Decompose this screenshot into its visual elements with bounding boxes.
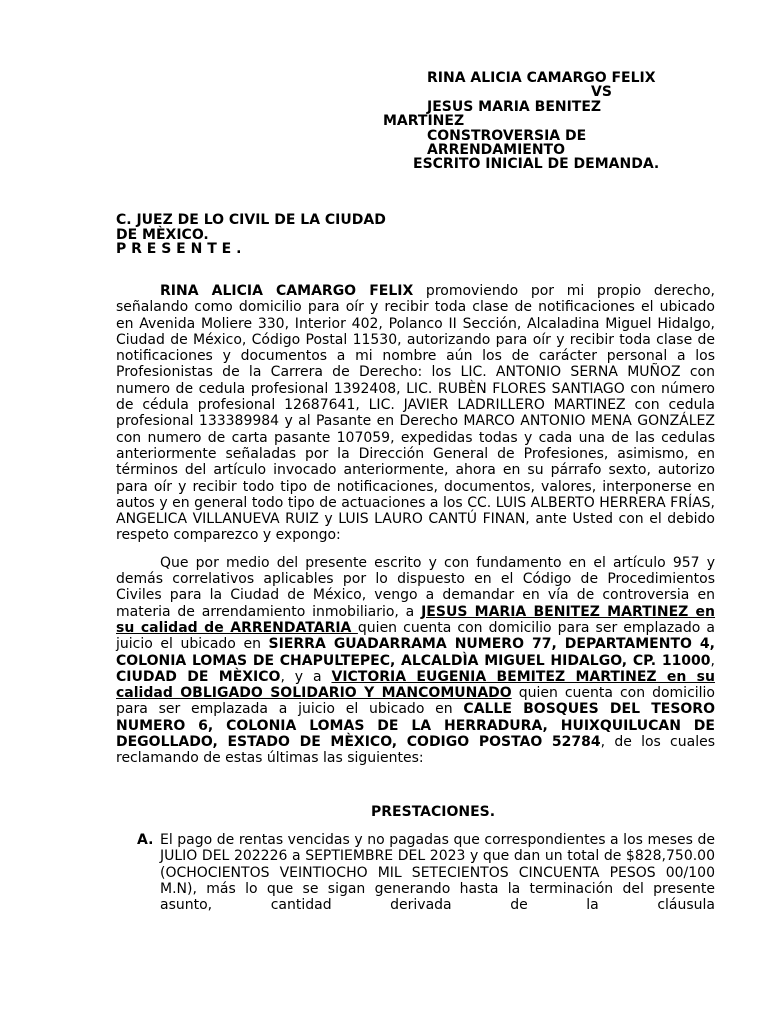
petition-conjunction: , y a [280,668,332,685]
guarantor-address-intro: quien cuenta con domicilio para ser emplazada a juicio el ubicado en [116,685,715,718]
guarantor-address: CALLE BOSQUES DEL TESORO NUMERO 6, COLONIA LOMAS DE LA HERRADURA, HUIXQUILUCAN DE DEGOLLADO, ESTADO DE MÈXICO, CODIGO POSTAO 52784 [116,701,715,751]
defendant-name: JESUS MARIA BENITEZ MARTINEZ en su calidad de ARRENDATARIA [116,603,715,636]
petition-intro: Que por medio del presente escrito y con fundamento en el artículo 957 y demás correlativos aplicables por lo dispuesto en el Código de Procedimientos Civiles para la Ciudad de México, vengo a demandar en vía de controversia en materia de arrendamiento inmobiliario, a [116,554,715,620]
caption-versus: VS [591,84,612,101]
caption-document-type: ESCRITO INICIAL DE DEMANDA. [413,156,660,173]
claim-marker: A. [137,831,154,848]
caption-matter-line2: ARRENDAMIENTO [427,142,566,159]
case-caption [383,71,659,172]
guarantor-name: VICTORIA EUGENIA BEMITEZ MARTINEZ en su calidad OBLIGADO SOLIDARIO Y MANCOMUNADO [116,668,715,702]
defendant-address-intro: quien cuenta con domicilio para ser emplazado a juicio el ubicado en [116,619,715,653]
addressee-presente: P R E S E N T E . [116,241,242,257]
caption-defendant-line1: JESUS MARIA BENITEZ [427,98,602,115]
addressee [116,213,386,257]
appearance-text: promoviendo por mi propio derecho, señalando como domicilio para oír y recibir toda clase de notificaciones el ubicado en Avenida Moliere 330, Interior 402, Polanco II Sección, Alcaladina Miguel Hidalgo, Ciudad de México, Código Postal 11530, autorizando para oír y recibir toda clase de notificaciones y documentos a mi nombre aún los de carácter personal a los Profesionistas de la Carrera de Derecho: los LIC. ANTONIO SERNA MUÑOZ con numero de cedula profesional 1392408, LIC. RUBÈN FLORES SANTIAGO con número de cédula profesional 12687641, LIC. JAVIER LADRILLERO MARTINEZ con cedula profesional 133389984 y al Pasante en Derecho MARCO ANTONIO MENA GONZÁLEZ con numero de carta pasante 107059, expedidas todas y cada una de las cedulas anteriormente señaladas por la Dirección General de Profesiones, asimismo, en términos del artículo invocado anteriormente, ahora en su párrafo sexto, autorizo para oír y recibir todo tipo de notificaciones, documentos, valores, interponerse en autos y en general todo tipo de actuaciones a los CC. LUIS ALBERTO HERRERA FRÍAS, ANGELICA VILLANUEVA RUIZ y LUIS LAURO CANTÚ FINAN, ante Usted con el debido respeto comparezco y expongo: [116,283,716,544]
petition-separator: , [710,652,715,669]
caption-matter-line1: CONSTROVERSIA DE [427,127,587,144]
petition-closing: , de los cuales reclamando de estas últimas las siguientes: [116,734,715,767]
document-body [116,283,715,913]
claims-heading: PRESTACIONES. [371,803,496,820]
addressee-line1: C. JUEZ DE LO CIVIL DE LA CIUDAD [116,212,386,228]
defendant-city: CIUDAD DE MÈXICO [116,668,281,685]
plaintiff-name: RINA ALICIA CAMARGO FELIX [160,283,414,299]
claim-text: El pago de rentas vencidas y no pagadas que correspondientes a los meses de JULIO DEL 202226 a SEPTIEMBRE DEL 2023 y que dan un total de $828,750.00 (OCHOCIENTOS VEINTIOCHO MIL SETECIENTOS CINCUENTA PESOS 00/100 M.N), más lo que se sigan generando hasta la terminación del presente asunto, cantidad derivada de la cláusula [160,831,715,914]
defendant-address: SIERRA GUADARRAMA NUMERO 77, DEPARTAMENTO 4, COLONIA LOMAS DE CHAPULTEPEC, ALCALDÌA MIGUEL HIDALGO, CP. 11000 [116,636,715,669]
appearance-paragraph [116,283,715,544]
claim-item [137,831,715,914]
petition-paragraph [116,555,715,767]
addressee-line2: DE MÈXICO. [116,226,209,243]
caption-defendant-line2: MARTINEZ [383,113,465,130]
caption-plaintiff: RINA ALICIA CAMARGO FELIX [427,70,656,86]
